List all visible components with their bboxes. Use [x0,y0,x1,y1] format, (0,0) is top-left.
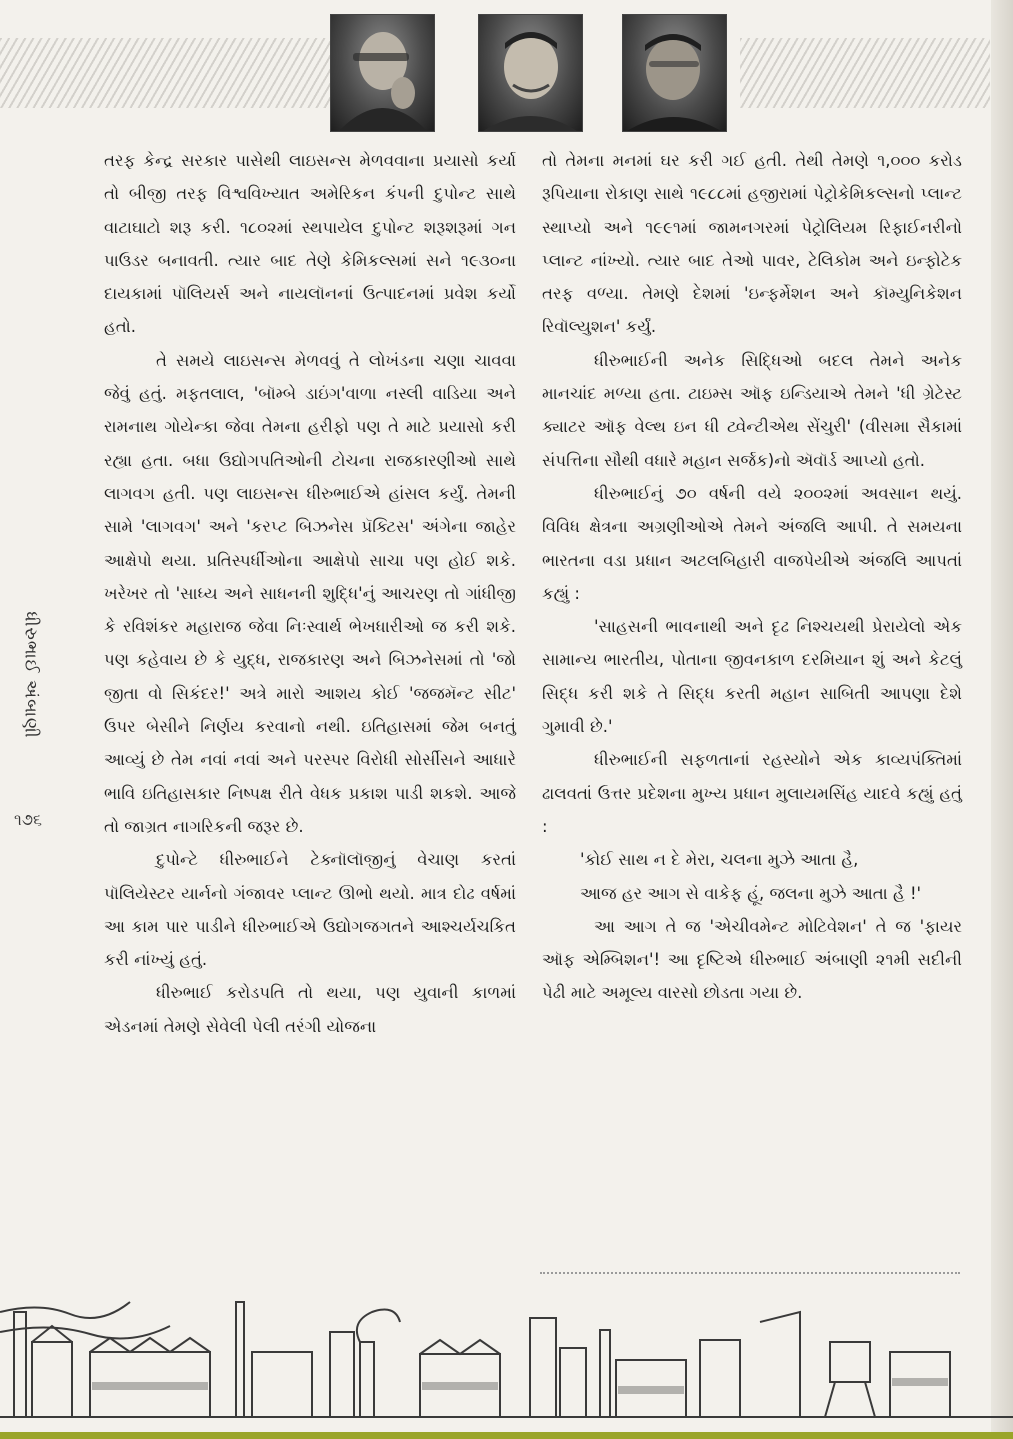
paragraph: તો તેમના મનમાં ઘર કરી ગઈ હતી. તેથી તેમણે ૧,૦૦૦ કરોડ રૂપિયાના રોકાણ સાથે ૧૯૮૮માં હજીરામાં પેટ્રોકેમિકલ્સનો પ્લાન્ટ સ્થાપ્યો અને ૧૯૯૧માં જામનગરમાં પેટ્રોલિયમ રિફાઈનરીનો પ્લાન્ટ નાંખ્યો. ત્યાર બાદ તેઓ પાવર, ટેલિકોમ અને ઇન્ફોટેક તરફ વળ્યા. તેમણે દેશમાં 'ઇન્ફર્મેશન અને કૉમ્યુનિકેશન રિવૉલ્યુશન' કર્યું. [542,151,962,337]
paragraph: ધીરુભાઈની અનેક સિદ્ધિઓ બદલ તેમને અનેક માનચાંદ મળ્યા હતા. ટાઇમ્સ ઑફ ઇન્ડિયાએ તેમને 'ધી ગ્રેટેસ્ટ ક્યાટર ઑફ વેલ્થ ઇન ધી ટ્વેન્ટીએથ સેંચુરી' (વીસમા સૈકામાં સંપત્તિના સૌથી વધારે મહાન સર્જક)નો ઍવૉર્ડ આપ્યો હતો. [542,350,962,470]
paragraph: ધીરુભાઈનું ૭૦ વર્ષની વયે ૨૦૦૨માં અવસાન થયું. વિવિધ ક્ષેત્રના અગ્રણીઓએ તેમને અંજલિ આપી. તે સમયના ભારતના વડા પ્રધાન અટલબિહારી વાજપેયીએ અંજલિ આપતાં કહ્યું : [542,483,962,603]
portrait-photo-2 [478,14,583,132]
page-number: ૧૭૬ [14,810,42,829]
person-silhouette-icon [331,15,434,131]
header-hatch-left [0,38,330,108]
industrial-skyline-illustration [0,1282,1013,1439]
paragraph: તરફ કેન્દ્ર સરકાર પાસેથી લાઇસન્સ મેળવવાના પ્રયાસો કર્યા તો બીજી તરફ વિશ્વવિખ્યાત અમેરિકન કંપની દુપોન્ટ સાથે વાટાઘાટો શરૂ કરી. ૧૮૦૨માં સ્થપાયેલ દુપોન્ટ શરૂશરૂમાં ગન પાઉડર બનાવતી. ત્યાર બાદ તેણે કેમિકલ્સમાં સને ૧૯૩૦ના દાયકામાં પૉલિયર્સ અને નાયલૉનનાં ઉત્પાદનમાં પ્રવેશ કર્યો હતો. [104,151,516,337]
left-text-column [104,144,516,1043]
page-edge [991,0,1013,1439]
person-silhouette-icon [479,15,582,131]
paragraph: ધીરુભાઈની સફળતાનાં રહસ્યોને એક કાવ્યપંક્તિમાં ઢાલવતાં ઉત્તર પ્રદેશના મુખ્ય પ્રધાન મુલાયમસિંહ યાદવે કહ્યું હતું : [542,750,962,836]
paragraph: ધીરુભાઈ કરોડપતિ તો થયા, પણ યુવાની કાળમાં એડનમાં તેમણે સેવેલી પેલી તરંગી યોજના [104,983,516,1036]
paragraph: દુપોન્ટે ધીરુભાઈને ટેક્નૉલૉજીનું વેચાણ કરતાં પૉલિયેસ્ટર યાર્નનો ગંજાવર પ્લાન્ટ ઊભો થયો. માત્ર દોઢ વર્ષમાં આ કામ પાર પાડીને ધીરુભાઈએ ઉદ્યોગજગતને આશ્ચર્યચકિત કરી નાંખ્યું હતું. [104,850,516,970]
portrait-photo-1 [330,14,435,132]
section-end-rule [540,1272,960,1274]
header-band [0,0,1013,140]
paragraph: તે સમયે લાઇસન્સ મેળવવું તે લોખંડના ચણા ચાવવા જેવું હતું. મફતલાલ, 'બૉમ્બે ડાઇંગ'વાળા નસ્લી વાડિયા અને રામનાથ ગોયેન્કા જેવા તેમના હરીફો પણ તે માટે પ્રયાસો કરી રહ્યા હતા. બધા ઉદ્યોગપતિઓની ટોચના રાજકારણીઓ સાથે લાગવગ હતી. પણ લાઇસન્સ ધીરુભાઈએ હાંસલ કર્યું. તેમની સામે 'લાગવગ' અને 'કરપ્ટ બિઝનેસ પ્રૅક્ટિસ' અંગેના જાહેર આક્ષેપો થયા. પ્રતિસ્પર્ધીઓના આક્ષેપો સાચા પણ હોઈ શકે. ખરેખર તો 'સાધ્ય અને સાધનની શુદ્ધિ'નું આચરણ તો ગાંધીજી કે રવિશંકર મહારાજ જેવા નિઃસ્વાર્થ ભેખધારીઓ જ કરી શકે. પણ કહેવાય છે કે યુદ્ધ, રાજકારણ અને બિઝનેસમાં તો 'જો જીતા વો સિકંદર!' અત્રે મારો આશય કોઈ 'જજમૅન્ટ સીટ' ઉપર બેસીને નિર્ણય કરવાનો નથી. ઇતિહાસમાં જેમ બનતું આવ્યું છે તેમ નવાં નવાં અને પરસ્પર વિરોધી સોર્સીસને આધારે ભાવિ ઇતિહાસકાર નિષ્પક્ષ રીતે વેધક પ્રકાશ પાડી શકશે. આજે તો જાગ્રત નાગરિકની જરૂર છે. [104,350,516,836]
header-hatch-right [740,38,990,108]
person-silhouette-icon [623,15,726,131]
right-text-column [542,144,962,1010]
quote-paragraph: 'સાહસની ભાવનાથી અને દૃઢ નિશ્ચયથી પ્રેરાયેલો એક સામાન્ય ભારતીય, પોતાના જીવનકાળ દરમિયાન શું અને કેટલું સિદ્ધ કરી શકે તે સિદ્ધ કરતી મહાન સાબિતી આપણા દેશે ગુમાવી છે.' [542,617,962,737]
book-title-vertical [8,600,54,750]
paragraph: આ આગ તે જ 'એચીવમેન્ટ મોટિવેશન' તે જ 'ફાયર ઑફ એમ્બિશન'! આ દૃષ્ટિએ ધીરુભાઈ અંબાણી ૨૧મી સદીની પેઢી માટે અમૂલ્ય વારસો છોડતા ગયા છે. [542,916,962,1003]
footer-color-band [0,1432,1013,1439]
verse-line: આજ હર આગ સે વાકેફ હૂં, જલના મુઝે આતા હૈ !' [580,883,922,903]
portrait-photo-3 [622,14,727,132]
verse-line: 'કોઈ સાથ ન દે મેરા, ચલના મુઝે આતા હૈ, [580,850,859,870]
side-title-text: ધીરુભાઈ અંબાણી [21,611,42,739]
